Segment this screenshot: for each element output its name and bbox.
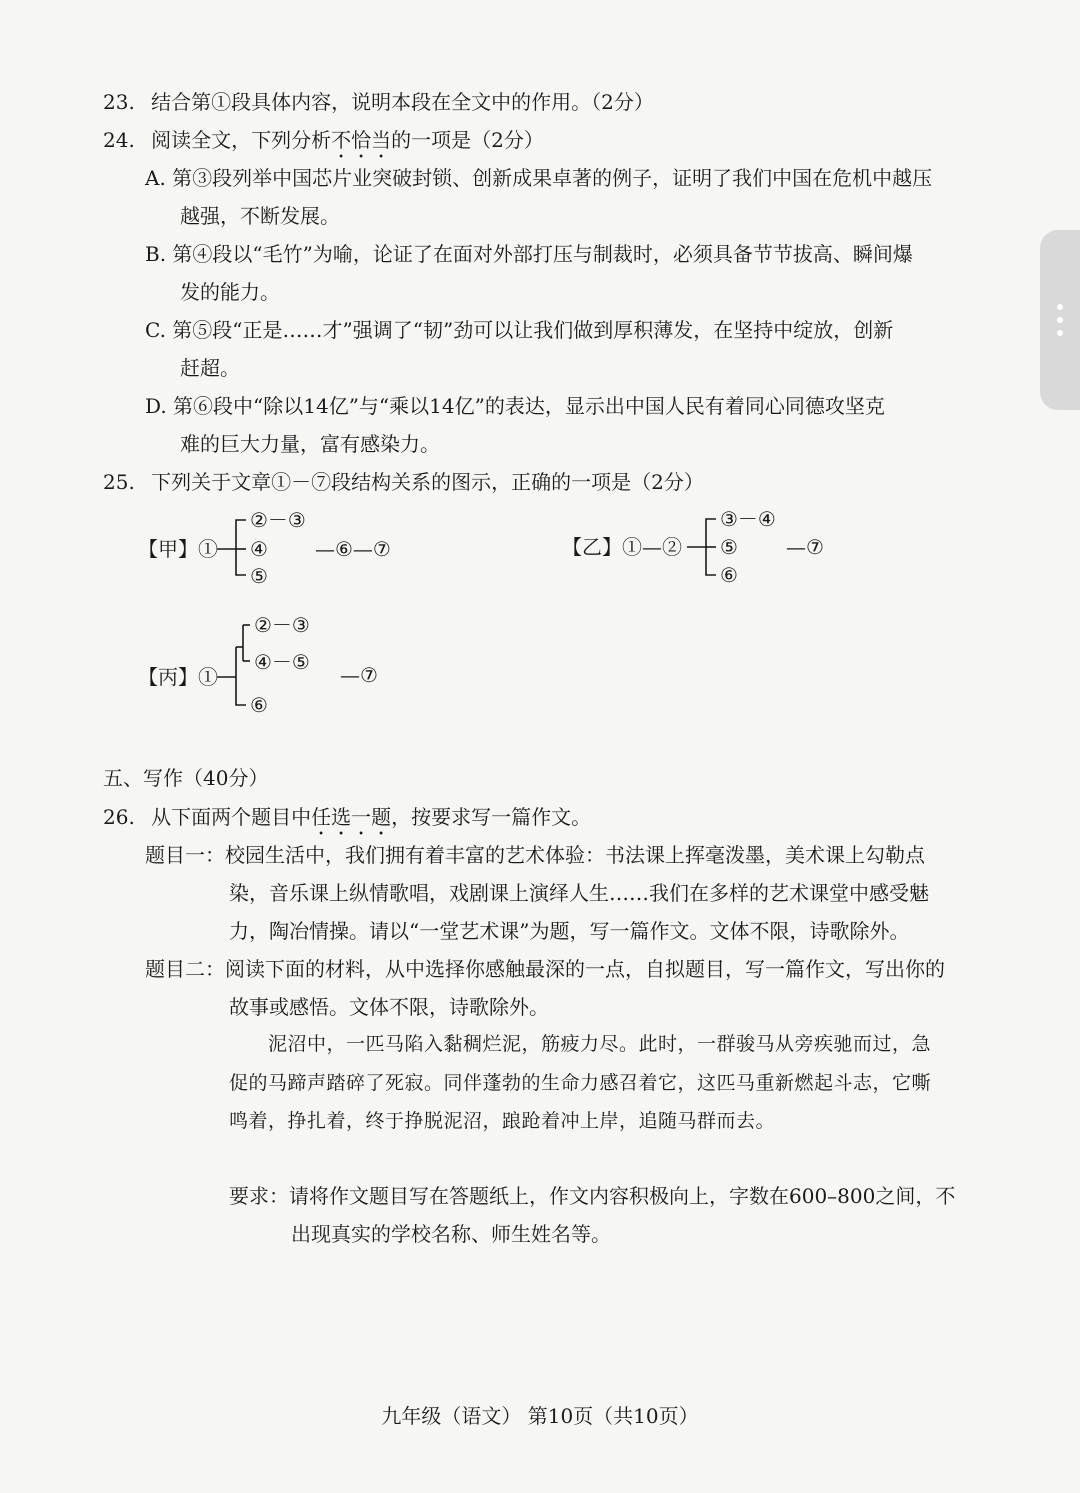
side-panel-handle[interactable]: [1040, 230, 1080, 410]
diagram-node: ②－③: [254, 613, 310, 637]
question-text-emphasis: 不恰当: [331, 128, 392, 152]
diagram-node: ⑤: [250, 564, 268, 588]
option-a-line1: A. 第③段列举中国芯片业突破封锁、创新成果卓著的例子，证明了我们中国在危机中越压: [145, 166, 933, 190]
question-26: [103, 803, 591, 840]
diagram-label: 【甲】①: [138, 537, 218, 561]
diagram-tail: —⑦: [786, 535, 824, 559]
diagram-node: ⑤: [720, 535, 738, 559]
question-text-pre: 从下面两个题目中: [151, 805, 312, 829]
dot-icon: [1057, 317, 1063, 323]
option-a-line2: 越强，不断发展。: [180, 204, 340, 228]
material-line2: 促的马蹄声踏碎了死寂。同伴蓬勃的生命力感召着它，这匹马重新燃起斗志，它嘶: [229, 1072, 932, 1094]
question-text-post: ，按要求写一篇作文。: [391, 805, 592, 829]
topic1-line1: 题目一：校园生活中，我们拥有着丰富的艺术体验：书法课上挥毫泼墨，美术课上勾勒点: [145, 843, 925, 867]
option-c-line1: C. 第⑤段“正是……才”强调了“韧”劲可以让我们做到厚积薄发，在坚持中绽放，创新: [145, 318, 894, 342]
question-number: 23.: [103, 90, 135, 114]
option-b-line1: B. 第④段以“毛竹”为喻，论证了在面对外部打压与制裁时，必须具备节节拔高、瞬间爆: [145, 242, 913, 266]
question-number: 25.: [103, 470, 135, 494]
question-text: 结合第①段具体内容，说明本段在全文中的作用。（2分）: [151, 90, 654, 114]
topic2-line2: 故事或感悟。文体不限，诗歌除外。: [229, 995, 549, 1019]
option-c-line2: 赶超。: [180, 356, 240, 380]
requirement-line1: 要求：请将作文题目写在答题纸上，作文内容积极向上，字数在600–800之间，不: [229, 1184, 956, 1208]
diagram-node: ⑥: [250, 693, 268, 717]
dot-icon: [1057, 330, 1063, 336]
topic1-line2: 染，音乐课上纵情歌唱，戏剧课上演绎人生……我们在多样的艺术课堂中感受魅: [229, 881, 929, 905]
diagram-node: ②－③: [250, 508, 306, 532]
option-d-line1: D. 第⑥段中“除以14亿”与“乘以14亿”的表达，显示出中国人民有着同心同德攻坚克: [145, 394, 885, 418]
question-text-emphasis: 任选一题: [311, 805, 392, 829]
material-line1: 泥沼中，一匹马陷入黏稠烂泥，筋疲力尽。此时，一群骏马从旁疾驰而过，急: [268, 1033, 932, 1055]
page-footer: 九年级（语文） 第10页（共10页）: [381, 1404, 699, 1428]
material-line3: 鸣着，挣扎着，终于挣脱泥沼，踉跄着冲上岸，追随马群而去。: [229, 1110, 776, 1132]
question-number: 24.: [103, 128, 135, 152]
requirement-line2: 出现真实的学校名称、师生姓名等。: [291, 1222, 611, 1246]
topic1-line3: 力，陶冶情操。请以“一堂艺术课”为题，写一篇作文。文体不限，诗歌除外。: [229, 919, 910, 943]
diagram-node: ④－⑤: [254, 650, 310, 674]
option-d-line2: 难的巨大力量，富有感染力。: [180, 432, 440, 456]
diagram-node: ③－④: [720, 507, 776, 531]
diagram-tail: —⑦: [340, 663, 378, 687]
question-text-pre: 阅读全文，下列分析: [151, 128, 332, 152]
diagram-node: ⑥: [720, 563, 738, 587]
diagram-label: 【丙】①: [138, 665, 218, 689]
dot-icon: [1057, 304, 1063, 310]
option-b-line2: 发的能力。: [180, 280, 280, 304]
diagram-tail: —⑥—⑦: [315, 537, 391, 561]
section-title-writing: 五、写作（40分）: [103, 766, 269, 790]
question-text: 下列关于文章①－⑦段结构关系的图示，正确的一项是（2分）: [151, 470, 704, 494]
diagram-node: ④: [250, 537, 268, 561]
diagram-label: 【乙】①—②: [562, 535, 682, 559]
question-text-post: 的一项是（2分）: [391, 128, 544, 152]
question-number: 26.: [103, 805, 135, 829]
topic2-line1: 题目二：阅读下面的材料，从中选择你感触最深的一点，自拟题目，写一篇作文，写出你的: [145, 957, 945, 981]
